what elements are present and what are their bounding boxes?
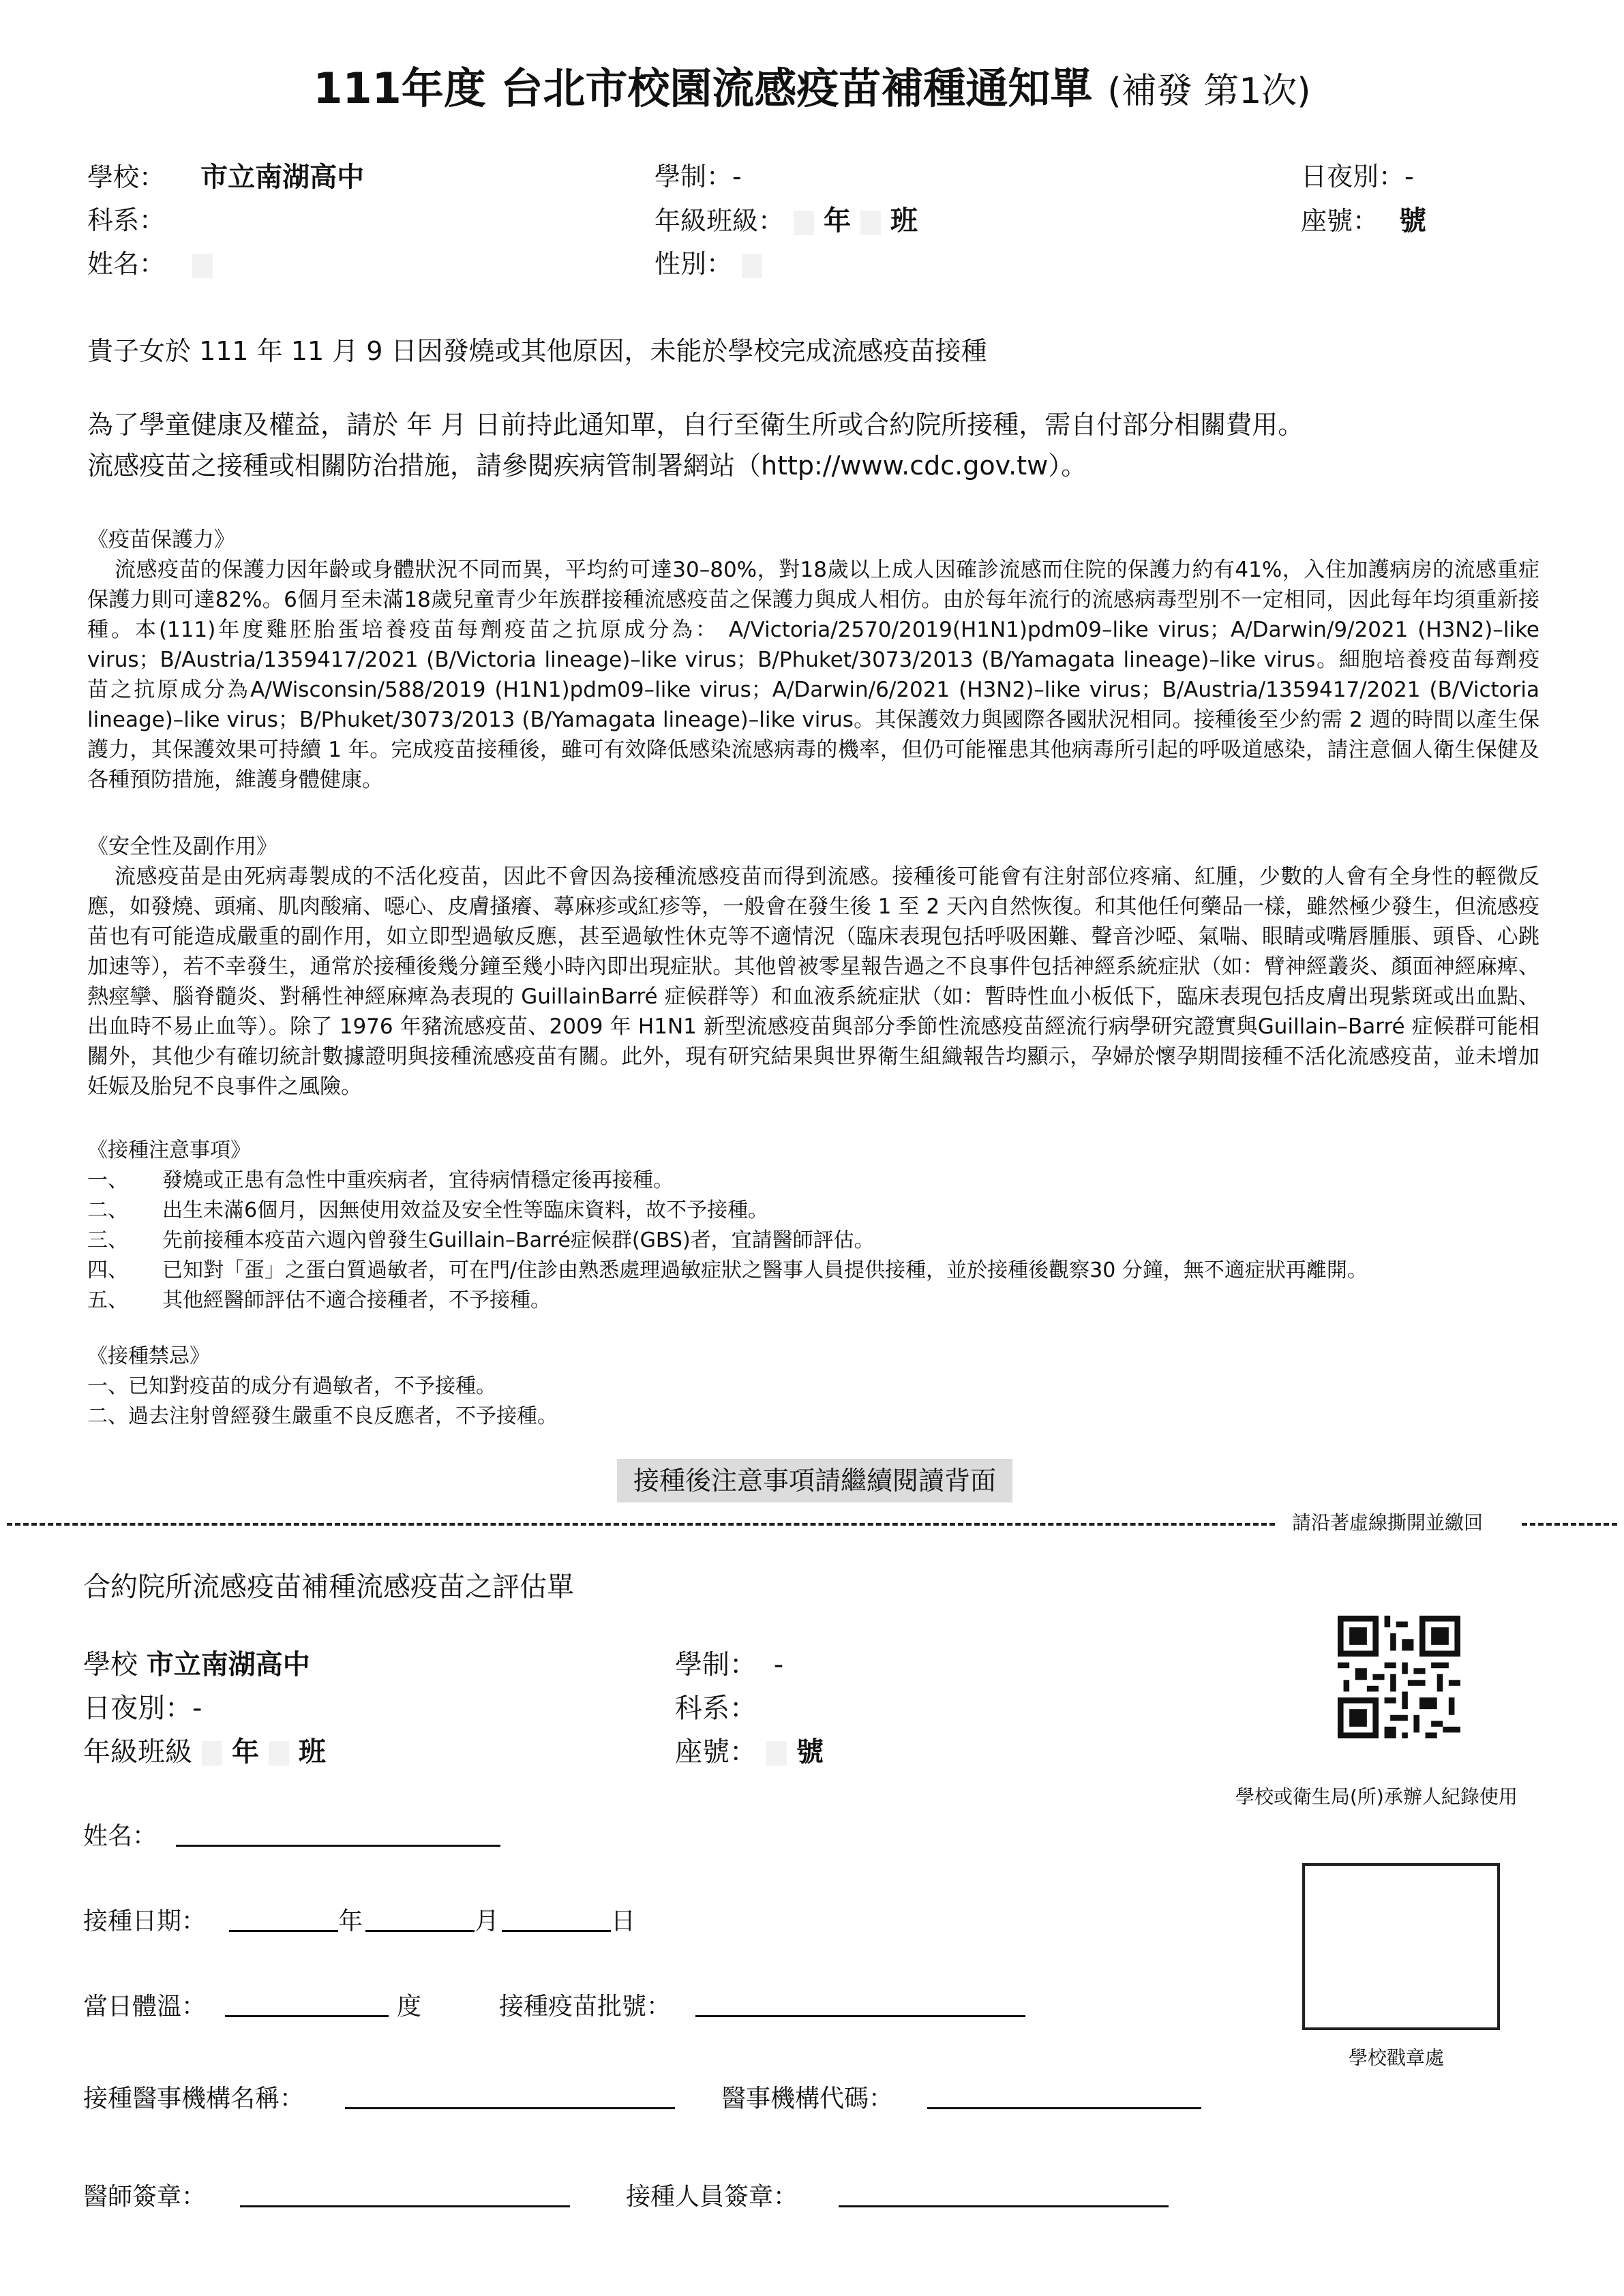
grade-label: 年級班級： <box>655 206 785 236</box>
daynight-value: - <box>1404 162 1414 192</box>
page-title <box>0 55 1624 115</box>
seat-value: 號 <box>1399 205 1427 237</box>
name-input-line[interactable] <box>176 1845 500 1847</box>
safety-heading: 《安全性及副作用》 <box>87 834 277 859</box>
temp-unit: 度 <box>397 1993 422 2021</box>
cut-line <box>7 1523 1275 1526</box>
system-value: - <box>732 162 742 192</box>
form-date-label: 接種日期： <box>83 1907 207 1935</box>
precautions-section <box>87 1136 1368 1316</box>
redacted-block <box>202 1741 222 1766</box>
date-day-line[interactable] <box>502 1930 611 1932</box>
form-seat-label: 座號： <box>675 1736 757 1768</box>
list-item <box>87 1256 1368 1286</box>
item-number: 二、 <box>87 1198 128 1222</box>
school-stamp-box <box>1302 1863 1500 2030</box>
dept-label: 科系： <box>87 205 166 235</box>
redacted-block <box>794 211 814 235</box>
protection-heading: 《疫苗保護力》 <box>87 528 235 552</box>
system-label: 學制： <box>655 162 733 192</box>
item-number: 四、 <box>87 1258 128 1282</box>
form-dept-label: 科系： <box>675 1693 757 1724</box>
intro-line-1: 貴子女於 111 年 11 月 9 日因發燒或其他原因，未能於學校完成流感疫苗接種 <box>87 336 987 366</box>
form-school-value: 市立南湖高中 <box>146 1649 310 1680</box>
daynight-label: 日夜別： <box>1301 162 1405 192</box>
school-field <box>87 155 364 194</box>
qr-code <box>1338 1616 1460 1738</box>
item-text: 出生未滿6個月，因無使用效益及安全性等臨床資料，故不予接種。 <box>162 1198 769 1222</box>
redacted-block <box>766 1741 787 1766</box>
form-grade-class: 班 <box>299 1736 326 1768</box>
cut-line <box>1522 1523 1617 1526</box>
form-name-label: 姓名： <box>83 1822 157 1850</box>
name-label: 姓名： <box>87 249 166 279</box>
form-daynight-value: - <box>192 1693 202 1724</box>
form-grade-label: 年級班級 <box>83 1736 192 1768</box>
contra-heading: 《接種禁忌》 <box>87 1344 210 1368</box>
redacted-block <box>742 254 762 278</box>
form-dept-field <box>675 1687 757 1725</box>
form-title: 合約院所流感疫苗補種流感疫苗之評估單 <box>83 1571 574 1603</box>
temp-input-line[interactable] <box>225 2015 389 2017</box>
item-number: 一、 <box>87 1168 128 1192</box>
form-grade-year: 年 <box>232 1736 259 1768</box>
item-text: 發燒或正患有急性中重疾病者，宜待病情穩定後再接種。 <box>162 1168 674 1192</box>
redacted-block <box>860 211 881 235</box>
list-item <box>87 1286 1368 1316</box>
date-year-unit: 年 <box>338 1907 363 1935</box>
safety-body: 流感疫苗是由死病毒製成的不活化疫苗，因此不會因為接種流感疫苗而得到流感。接種後可能會有注射部位疼痛、紅腫，少數的人會有全身性的輕微反應，如發燒、頭痛、肌肉酸痛、噁心、皮膚搔癢、蕁麻疹或紅疹等，一般會在發生後 1 至 2 天內自然恢復。和其他任何藥品一樣，雖然極少發生，但流感疫苗也有可能造成嚴重的副作用，如立即型過敏反應，甚至過敏性休克等不適情況（臨床表現包括呼吸困難、聲音沙啞、氣喘、眼睛或嘴唇腫脹、頭昏、心跳加速等），若不幸發生，通常於接種後幾分鐘至幾小時內即出現症狀。其他曾被零星報告過之不良事件包括神經系統症狀（如：臂神經叢炎、顏面神經麻痺、熱痙攣、腦脊髓炎、對稱性神經麻痺為表現的 GuillainBarré 症候群等）和血液系統症狀（如：暫時性血小板低下，臨床表現包括皮膚出現紫斑或出血點、出血時不易止血等）。除了 1976 年豬流感疫苗、2009 年 H1N1 新型流感疫苗與部分季節性流感疫苗經流行病學研究證實與Guillain–Barré 症候群可能相關外，其他少有確切統計數據證明與接種流感疫苗有關。此外，現有研究結果與世界衛生組織報告均顯示，孕婦於懷孕期間接種不活化流感疫苗，並未增加妊娠及胎兒不良事件之風險。 <box>87 864 1539 1099</box>
cut-instruction: 請沿著虛線撕開並繳回 <box>1292 1511 1484 1534</box>
form-school-field <box>83 1643 310 1682</box>
continue-notice: 接種後注意事項請繼續閱讀背面 <box>617 1459 1012 1502</box>
precautions-heading: 《接種注意事項》 <box>87 1138 251 1162</box>
date-month-unit: 月 <box>475 1907 500 1935</box>
item-text: 其他經醫師評估不適合接種者，不予接種。 <box>162 1288 551 1312</box>
form-daynight-field <box>83 1687 202 1725</box>
intro-line-3: 流感疫苗之接種或相關防治措施，請參閱疾病管制署網站（http://www.cdc.gov.tw）。 <box>87 451 1087 481</box>
doctor-sign-label: 醫師簽章： <box>83 2183 207 2211</box>
item-number: 三、 <box>87 1228 128 1252</box>
seat-field <box>1301 199 1426 238</box>
daynight-field <box>1301 155 1414 193</box>
item-number: 五、 <box>87 1288 128 1312</box>
system-field <box>655 155 742 193</box>
list-item <box>87 1196 1368 1226</box>
item-text: 已知對「蛋」之蛋白質過敏者，可在門/住診由熟悉處理過敏症狀之醫事人員提供接種，並於接種後觀察30 分鐘，無不適症狀再離開。 <box>162 1258 1368 1282</box>
title-sub: (補發 第1次) <box>1107 71 1311 112</box>
recorder-note: 學校或衛生局(所)承辦人紀錄使用 <box>1235 1785 1518 1808</box>
safety-section <box>87 832 1539 1102</box>
doctor-sign-line[interactable] <box>240 2205 570 2207</box>
list-item: 一、已知對疫苗的成分有過敏者，不予接種。 <box>87 1374 496 1398</box>
temp-label: 當日體溫： <box>83 1993 207 2021</box>
dept-field <box>87 199 165 237</box>
seat-label: 座號： <box>1301 206 1379 236</box>
name-field <box>87 243 222 280</box>
grade-class: 班 <box>890 205 918 237</box>
form-grade-field <box>83 1730 326 1769</box>
date-month-line[interactable] <box>365 1930 475 1932</box>
form-daynight-label: 日夜別： <box>83 1693 192 1724</box>
contra-section <box>87 1342 558 1432</box>
institution-code-line[interactable] <box>927 2107 1201 2109</box>
gender-label: 性別： <box>655 249 733 279</box>
intro-line-2: 為了學童健康及權益，請於 年 月 日前持此通知單，自行至衛生所或合約院所接種，需自付部分相關費用。 <box>87 410 1304 440</box>
title-main: 111年度 台北市校園流感疫苗補種通知單 <box>313 63 1093 113</box>
staff-sign-label: 接種人員簽章： <box>626 2183 798 2211</box>
date-year-line[interactable] <box>229 1930 338 1932</box>
form-seat-value: 號 <box>796 1736 824 1768</box>
school-label: 學校： <box>87 162 166 192</box>
batch-label: 接種疫苗批號： <box>499 1993 672 2021</box>
grade-year: 年 <box>824 205 852 237</box>
gender-field <box>655 243 772 280</box>
form-school-label: 學校 <box>83 1649 138 1680</box>
institution-input-line[interactable] <box>345 2107 675 2109</box>
form-system-field <box>675 1643 783 1682</box>
school-value: 市立南湖高中 <box>200 162 365 193</box>
date-day-unit: 日 <box>611 1907 636 1935</box>
list-item <box>87 1166 1368 1196</box>
redacted-block <box>192 254 213 278</box>
redacted-block <box>269 1741 289 1766</box>
item-text: 先前接種本疫苗六週內曾發生Guillain–Barré症候群(GBS)者，宜請醫師評估。 <box>162 1228 875 1252</box>
batch-input-line[interactable] <box>695 2015 1025 2017</box>
protection-body: 流感疫苗的保護力因年齡或身體狀況不同而異，平均約可達30–80%，對18歲以上成人因確診流感而住院的保護力約有41%，入住加護病房的流感重症保護力則可達82%。6個月至未滿18歲兒童青少年族群接種流感疫苗之保護力與成人相仿。由於每年流行的流感病毒型別不一定相同，因此每年均須重新接種。本(111)年度雞胚胎蛋培養疫苗每劑疫苗之抗原成分為： A/Victoria/2570/2019(H1N1)pdm09–like virus；A/Darwin/9/2021 (H3N2)–like virus；B/Austria/1359417/2021 (B/Victoria lineage)–like virus；B/Phuket/3073/2013 (B/Yamagata lineage)–like virus。細胞培養疫苗每劑疫苗之抗原成分為A/Wisconsin/588/2019 (H1N1)pdm09–like virus；A/Darwin/6/2021 (H3N2)–like virus；B/Austria/1359417/2021 (B/Victoria lineage)–like virus；B/Phuket/3073/2013 (B/Yamagata lineage)–like virus。其保護效力與國際各國狀況相同。接種後至少約需 2 週的時間以產生保護力，其保護效果可持續 1 年。完成疫苗接種後，雖可有效降低感染流感病毒的機率，但仍可能罹患其他病毒所引起的呼吸道感染，請注意個人衛生保健及各種預防措施，維護身體健康。 <box>87 558 1539 792</box>
grade-field <box>655 199 918 238</box>
form-system-value: - <box>773 1649 784 1680</box>
list-item: 二、過去注射曾經發生嚴重不良反應者，不予接種。 <box>87 1404 558 1428</box>
stamp-label: 學校戳章處 <box>1349 2046 1445 2069</box>
form-seat-field <box>675 1730 824 1769</box>
institution-label: 接種醫事機構名稱： <box>83 2085 305 2113</box>
staff-sign-line[interactable] <box>839 2205 1169 2207</box>
list-item <box>87 1226 1368 1256</box>
protection-section <box>87 525 1539 795</box>
institution-code-label: 醫事機構代碼： <box>721 2085 894 2113</box>
form-system-label: 學制： <box>675 1649 757 1680</box>
